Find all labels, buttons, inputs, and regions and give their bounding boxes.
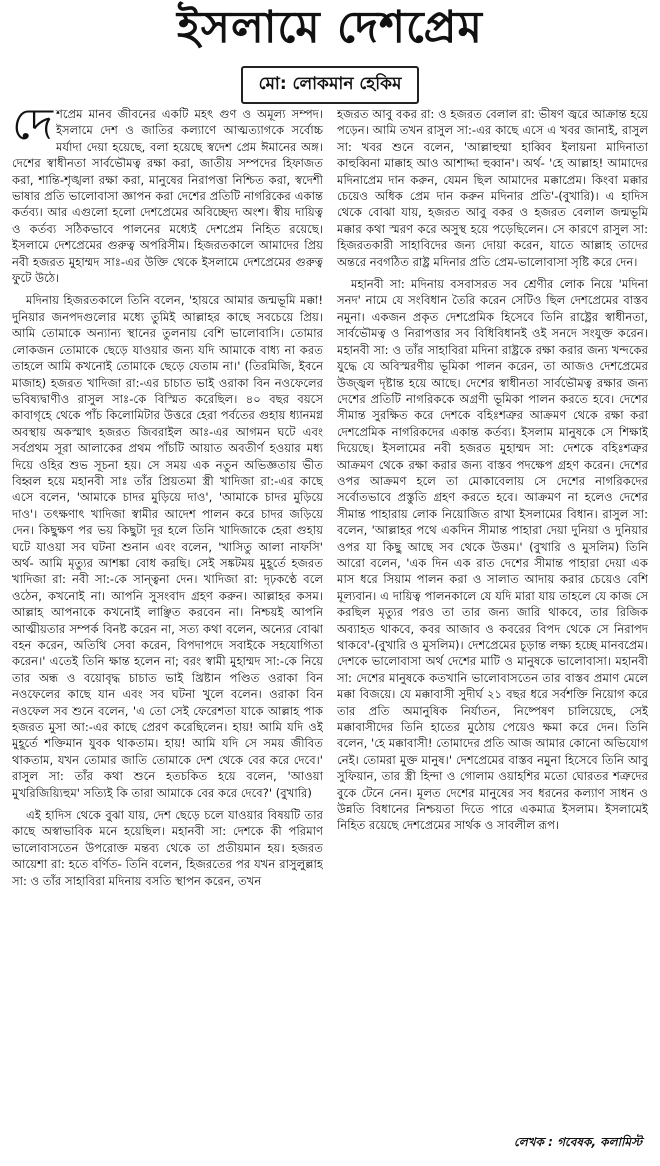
column-left: [12, 106, 323, 1142]
paragraph: [12, 106, 323, 286]
article-title: ইসলামে দেশপ্রেম: [177, 2, 483, 53]
column-right: [337, 106, 648, 1142]
paragraph: হজরত আবু বকর রা: ও হজরত বেলাল রা: ভীষণ জ্বরে আক্রান্ত হয়ে পড়েন। আমি তখন রাসুল সা:-এর কাছে এসে এ খবর জানাই, রাসুল সা: খবর শুনে বলেন, 'আল্লাহুম্মা হাব্বিব ইলায়না মাদিনাতা কাহুব্বিনা মাক্কাহ আও আশাদ্দা হুব্বান'। অর্থ- 'হে আল্লাহ! আমাদের মদিনাপ্রেম দান করুন, যেমন ছিল আমাদের মক্কাপ্রেম। কিংবা মক্কার চেয়েও অধিক প্রেম দান করুন মদিনার প্রতি'-(বুখারি)। এ হাদিস থেকে বোঝা যায়, হজরত আবু বকর ও হজরত বেলাল জন্মভূমি মক্কার কথা স্মরণ করে অসুস্থ হয়ে পড়েছিলেন। সে কারণে রাসুল সা: হিজরতকারী সাহাবিদের জন্য দোয়া করেন, যাতে আল্লাহ তাদের অন্তরে নবগঠিত রাষ্ট্র মদিনার প্রতি প্রেম-ভালোবাসা সৃষ্টি করে দেন।: [337, 107, 648, 269]
paragraph: মদিনায় হিজরতকালে তিনি বলেন, 'হায়রে আমার জন্মভূমি মক্কা! দুনিয়ার জনপদগুলোর মধ্যে তুমিই আল্লাহর কাছে সবচেয়ে প্রিয়। আমি তোমাকে অন্যান্য স্থানের তুলনায় বেশি ভালোবাসি। তোমার লোকজন তোমাকে ছেড়ে যাওয়ার জন্য যদি আমাকে বাধ্য না করত তাহলে আমি কখনোই তোমাকে ছেড়ে যেতাম না।' (তিরমিজি, ইবনে মাজাহ) হজরত খাদিজা রা:-এর চাচাত ভাই ওরাকা বিন নওফেলের ভবিষ্যদ্বাণীও রাসুল সাঃ-কে বিস্মিত করেছিল। ৪০ বছর বয়সে কাবাগৃহে থেকে পাঁচ কিলোমিটার উত্তরে হেরা পর্বতের গুহায় ধ্যানমগ্ন অবস্থায় অকস্মাৎ হজরত জিবরাইল আঃ-এর আগমন ঘটে এবং সর্বপ্রথম সূরা আলাকের প্রথম পাঁচটি আয়াত অবতীর্ণ হওয়ার মধ্য দিয়ে ওহির শুভ সূচনা হয়। সে সময় এক নতুন অভিজ্ঞতায় ভীত বিহ্বল হয়ে মহানবী সাঃ তাঁর প্রিয়তমা স্ত্রী খাদিজা রা:-এর কাছে এসে বলেন, 'আমাকে চাদর মুড়িয়ে দাও', 'আমাকে চাদর মুড়িয়ে দাও'। তৎক্ষণাৎ খাদিজা স্বামীর আদেশ পালন করে চাদর জড়িয়ে দেন। কিছুক্ষণ পর ভয় কিছুটা দূর হলে তিনি খাদিজাকে হেরা গুহায় ঘটে যাওয়া সব ঘটনা শুনান এবং বলেন, 'খাসিতু আলা নাফসি' অর্থ- আমি মৃত্যুর আশঙ্কা বোধ করছি। সেই সঙ্কটময় মুহূর্তে হজরত খাদিজা রা: নবী সা:-কে সান্ত্বনা দেন। খাদিজা রা: দৃঢ়কণ্ঠে বলে ওঠেন, কখনোই না। আপনি সুসংবাদ গ্রহণ করুন। আল্লাহর কসম। আল্লাহ আপনাকে কখনোই লাঞ্ছিত করবেন না। নিশ্চয়ই আপনি আত্মীয়তার সম্পর্ক বিনষ্ট করেন না, সত্য কথা বলেন, অন্যের বোঝা বহন করেন, অতিথি সেবা করেন, বিপদাপদে সবাইকে সহযোগিতা করেন।' এতেই তিনি ক্ষান্ত হলেন না; বরং স্বামী মুহাম্মদ সা:-কে নিয়ে তার অন্ধ ও বয়োবৃদ্ধ চাচাত ভাই খ্রিষ্টান পণ্ডিত ওরাকা বিন নওফেলের কাছে যান এবং সব ঘটনা খুলে বলেন। ওরাকা বিন নওফেল সব শুনে বলেন, 'এ তো সেই ফেরেশতা যাকে আল্লাহ পাক হজরত মুসা আ:-এর কাছে প্রেরণ করেছিলেন। হায়! আমি যদি ওই মুহূর্তে শক্তিমান যুবক থাকতাম। হায়! আমি যদি সে সময় জীবিত থাকতাম, যখন তোমার জাতি তোমাকে দেশ থেকে বের করে দেবে।' রাসুল সা: তাঁর কথা শুনে হতচকিত হয়ে বলেন, 'আওয়া মুখরিজিয়্যিহুম' সত্যিই কি তারা আমাকে বের করে দেবে?' (বুখারি): [12, 293, 323, 800]
byline-row: [12, 66, 648, 102]
dropcap: দে: [12, 106, 53, 150]
article-columns: [12, 106, 648, 1142]
paragraph: এই হাদিস থেকে বুঝা যায়, দেশ ছেড়ে চলে যাওয়ার বিষয়টি তার কাছে অস্বাভাবিক মনে হয়েছিল। মহানবী সা: দেশকে কী পরিমাণ ভালোবাসতেন উপরোক্ত মন্তব্য থেকে তা প্রতীয়মান হয়। হজরত আয়েশা রা: হতে বর্ণিত- তিনি বলেন, হিজরতের পর যখন রাসুলুল্লাহ সা: ও তাঁর সাহাবিরা মদিনায় বসতি স্থাপন করেন, তখন: [12, 808, 323, 888]
paragraph: মহানবী সা: মদিনায় বসবাসরত সব শ্রেণীর লোক নিয়ে 'মদিনা সনদ' নামে যে সংবিধান তৈরি করেন সেটিও ছিল দেশপ্রেমের বাস্তব নমুনা। একজন প্রকৃত দেশপ্রেমিক হিসেবে তিনি রাষ্ট্রের স্বাধীনতা, সার্বভৌমত্ব ও নিরাপত্তার সব বিধিবিধানই ওই সনদে সংযুক্ত করেন। মহানবী সা: ও তাঁর সাহাবিরা মদিনা রাষ্ট্রকে রক্ষা করার জন্য খন্দকের যুদ্ধে যে অবিস্মরণীয় ভূমিকা পালন করেন, তা আজও দেশপ্রেমের উজ্জ্বল দৃষ্টান্ত হয়ে আছে। দেশের স্বাধীনতা সার্বভৌমত্ব রক্ষার জন্য দেশের প্রতিটি নাগরিককে অগ্রণী ভূমিকা পালন করতে হবে। দেশের সীমান্ত সুরক্ষিত করে দেশকে বহিঃশত্রুর আক্রমণ থেকে রক্ষা করা দেশপ্রেমিক নাগরিকদের একান্ত কর্তব্য। ইসলাম মানুষকে সে শিক্ষাই দিয়েছে। ইসলামের নবী হজরত মুহাম্মদ সা: দেশকে বহিঃশত্রুর আক্রমণ থেকে রক্ষা করার জন্য বাস্তব পদক্ষেপ গ্রহণ করেন। দেশের ওপর আক্রমণ হলে তা মোকাবেলায় সে দেশের নাগরিকদের সর্বোতভাবে প্রস্তুতি গ্রহণ করতে হবে। আক্রমণ না হলেও দেশের সীমান্ত পাহারায় লোক নিয়োজিত রাখা ইসলামের বিধান। রাসুল সা: বলেন, 'আল্লাহর পথে একদিন সীমান্ত পাহারা দেয়া দুনিয়া ও দুনিয়ার ওপর যা কিছু আছে সব থেকে উত্তম।' (বুখারি ও মুসলিম) তিনি আরো বলেন, 'এক দিন এক রাত দেশের সীমান্ত পাহারা দেয়া এক মাস ধরে সিয়াম পালন করা ও সালাত আদায় করার চেয়েও বেশি মূল্যবান। এ দায়িত্ব পালনকালে যে যদি মারা যায় তাহলে যে কাজ সে করছিল মৃত্যুর পরও তা তার জন্য জারি থাকবে, তার রিজিক অব্যাহত থাকবে, কবর আজাব ও কবরের বিপদ থেকে সে নিরাপদ থাকবে'-(বুখারি ও মুসলিম)। দেশপ্রেমের চূড়ান্ত লক্ষ্য হচ্ছে মানবপ্রেম। দেশকে ভালোবাসা অর্থ দেশের মাটি ও মানুষকে ভালোবাসা। মহানবী সা: দেশের মানুষকে কতখানি ভালোবাসতেন তার বাস্তব প্রমাণ মেলে মক্কা বিজয়ে। যে মক্কাবাসী সুদীর্ঘ ২১ বছর ধরে সর্বশক্তি নিয়োগ করে তার প্রতি অমানুষিক নির্যাতন, নিষ্পেষণ চালিয়েছে, সেই মক্কাবাসীদের তিনি হাতের মুঠোয় পেয়েও ক্ষমা করে দেন। তিনি বলেন, 'হে মক্কাবাসী! তোমাদের প্রতি আজ আমার কোনো অভিযোগ নেই। তোমরা মুক্ত মানুষ।' দেশপ্রেমের বাস্তব নমুনা হিসেবে তিনি আবু সুফিয়ান, তার স্ত্রী হিন্দা ও গোলাম ওয়াহশির মতো ঘোরতর শত্রুদের বুকে টেনে নেন। মূলত দেশের মানুষের সব ধরনের কল্যাণ সাধন ও উন্নতি বিধানের নিশ্চয়তা দিতে পারে একমাত্র ইসলাম। ইসলামেই নিহিত রয়েছে দেশপ্রেমের সার্থক ও সাবলীল রূপ।: [337, 277, 648, 833]
paragraph-text: শপ্রেম মানব জীবনের একটি মহৎ গুণ ও অমূল্য সম্পদ। ইসলামে দেশ ও জাতির কল্যাণে আত্মত্যাগকে সর্বোচ্চ মর্যাদা দেয়া হয়েছে, বলা হয়েছে স্বদেশ প্রেম ঈমানের অঙ্গ। দেশের স্বাধীনতা সার্বভৌমত্ব রক্ষা করা, জাতীয় সম্পদের হিফাজত করা, শান্তি-শৃঙ্খলা রক্ষা করা, মানুষের নিরাপত্তা নিশ্চিত করা, স্বদেশী ভাষার প্রতি ভালোবাসা জ্ঞাপন করা দেশের প্রতিটি নাগরিকের একান্ত কর্তব্য। আর এগুলো হলো দেশপ্রেমের অবিচ্ছেদ্য অংশ। স্বীয় দায়িত্ব ও কর্তব্য সঠিকভাবে পালনের মধ্যেই দেশপ্রেম নিহিত রয়েছে। ইসলামে দেশপ্রেমের গুরুত্ব অপরিসীম। হিজরতকালে আমাদের প্রিয় নবী হজরত মুহাম্মদ সাঃ-এর উক্তি থেকে ইসলামে দেশপ্রেমের গুরুত্ব ফুটে উঠে।: [12, 107, 323, 286]
author-credit: লেখক : গবেষক, কলামিস্ট: [513, 1135, 642, 1149]
author-byline: মো: লোকমান হেকিম: [241, 66, 420, 104]
